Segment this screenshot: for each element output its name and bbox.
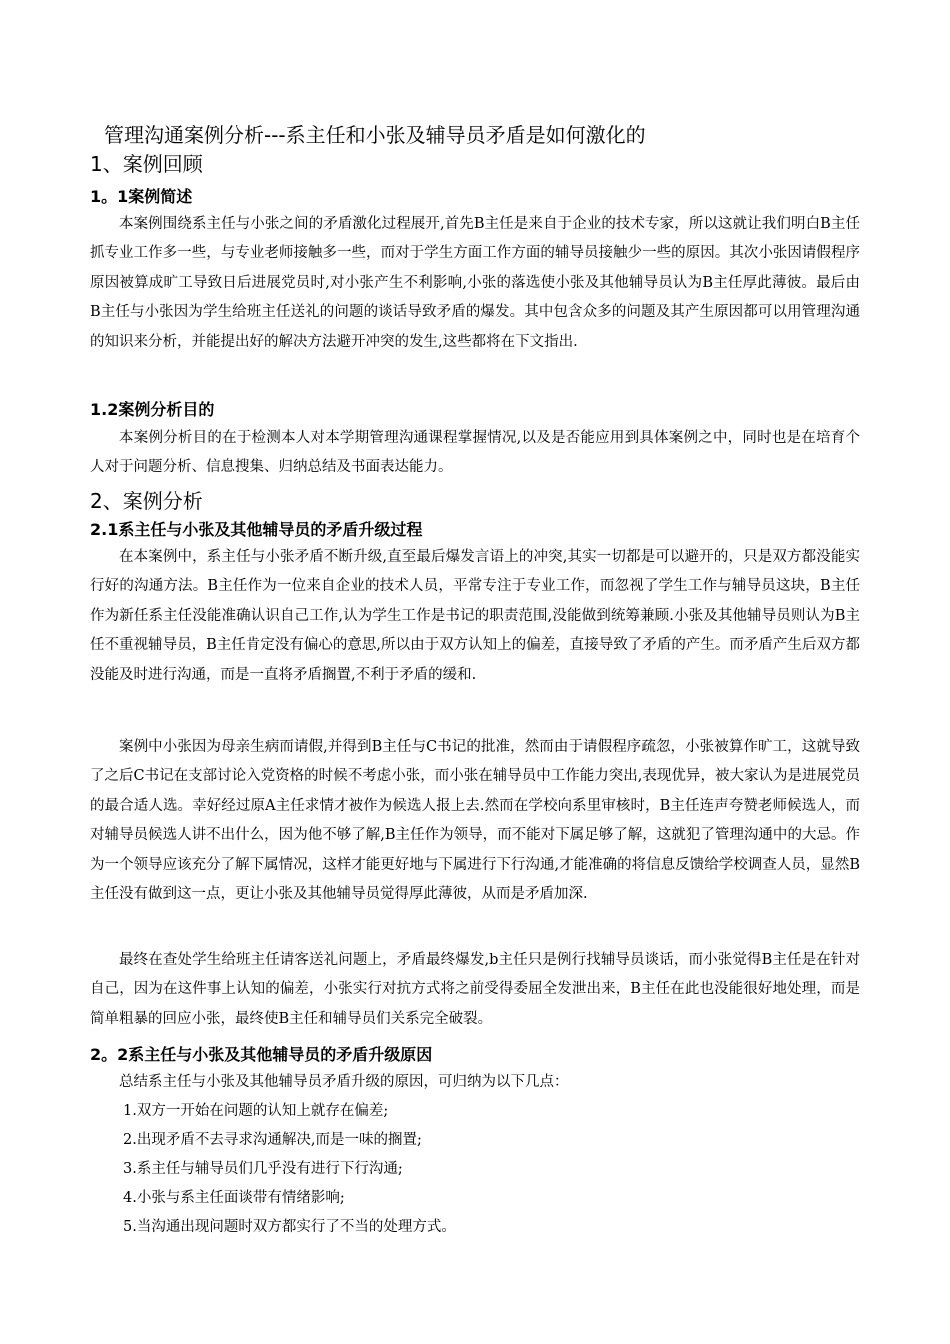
list-item: 2.出现矛盾不去寻求沟通解决,而是一味的搁置; — [123, 1132, 422, 1148]
list-item: 5.当沟通出现问题时双方都实行了不当的处理方式。 — [123, 1219, 456, 1235]
subsection-heading-conflict-causes: 2。2系主任与小张及其他辅导员的矛盾升级原因 — [90, 1045, 433, 1064]
paragraph-case-summary: 本案例围绕系主任与小张之间的矛盾激化过程展开,首先B主任是来自于企业的技术专家，所以这就让我们明白B主任抓专业工作多一些，与专业老师接触多一些，而对于学生方面工作方面的辅导员接触少一些的原因。其次小张因请假程序原因被算成旷工导致日后进展党员时,对小张产生不利影响,小张的落选使小张及其他辅导员认为B主任厚此薄彼。最后由B主任与小张因为学生给班主任送礼的问题的谈话导致矛盾的爆发。其中包含众多的问题及其产生原因都可以用管理沟通的知识来分析，并能提出好的解决方法避开冲突的发生,这些都将在下文指出. — [90, 216, 860, 350]
paragraph-conflict-process-1: 在本案例中，系主任与小张矛盾不断升级,直至最后爆发言语上的冲突,其实一切都是可以避开的，只是双方都没能实行好的沟通方法。B主任作为一位来自企业的技术人员，平常专注于专业工作，而忽视了学生工作与辅导员这块，B主任作为新任系主任没能准确认识自己工作,认为学生工作是书记的职责范围,没能做到统筹兼顾.小张及其他辅导员则认为B主任不重视辅导员，B主任肯定没有偏心的意思,所以由于双方认知上的偏差，直接导致了矛盾的产生。而矛盾产生后双方都没能及时进行沟通，而是一直将矛盾搁置,不利于矛盾的缓和. — [90, 549, 860, 683]
subsection-heading-analysis-purpose: 1.2案例分析目的 — [90, 400, 215, 419]
paragraph-conflict-causes-intro: 总结系主任与小张及其他辅导员矛盾升级的原因，可归纳为以下几点： — [119, 1074, 569, 1090]
paragraph-conflict-process-2: 案例中小张因为母亲生病而请假,并得到B主任与C书记的批准，然而由于请假程序疏忽，小张被算作旷工，这就导致了之后C书记在支部讨论入党资格的时候不考虑小张，而小张在辅导员中工作能力突出,表现优异，被大家认为是进展党员的最合适人选。幸好经过原A主任求情才被作为候选人报上去.然而在学校向系里审核时，B主任连声夸赞老师候选人，而对辅导员候选人讲不出什么，因为他不够了解,B主任作为领导，而不能对下属足够了解，这就犯了管理沟通中的大忌。作为一个领导应该充分了解下属情况，这样才能更好地与下属进行下行沟通,才能准确的将信息反馈给学校调查人员，显然B主任没有做到这一点，更让小张及其他辅导员觉得厚此薄彼，从而是矛盾加深. — [90, 739, 860, 903]
list-item: 3.系主任与辅导员们几乎没有进行下行沟通; — [123, 1161, 403, 1177]
section-heading-case-review: 1、案例回顾 — [90, 152, 203, 176]
section-heading-case-analysis: 2、案例分析 — [90, 489, 203, 513]
paragraph-conflict-process-3: 最终在查处学生给班主任请客送礼问题上，矛盾最终爆发,b主任只是例行找辅导员谈话，而小张觉得B主任是在针对自己，因为在这件事上认知的偏差，小张实行对抗方式将之前受得委屈全发泄出来，B主任在此也没能很好地处理，而是简单粗暴的回应小张，最终使B主任和辅导员们关系完全破裂。 — [90, 952, 860, 1027]
document-title: 管理沟通案例分析---系主任和小张及辅导员矛盾是如何激化的 — [104, 123, 646, 147]
list-item: 1.双方一开始在问题的认知上就存在偏差; — [123, 1103, 389, 1119]
list-item: 4.小张与系主任面谈带有情绪影响; — [123, 1190, 345, 1206]
subsection-heading-case-summary: 1。1案例简述 — [90, 187, 193, 206]
paragraph-analysis-purpose: 本案例分析目的在于检测本人对本学期管理沟通课程掌握情况,以及是否能应用到具体案例之中，同时也是在培育个人对于问题分析、信息搜集、归纳总结及书面表达能力。 — [90, 430, 860, 476]
subsection-heading-conflict-process: 2.1系主任与小张及其他辅导员的矛盾升级过程 — [90, 520, 423, 539]
